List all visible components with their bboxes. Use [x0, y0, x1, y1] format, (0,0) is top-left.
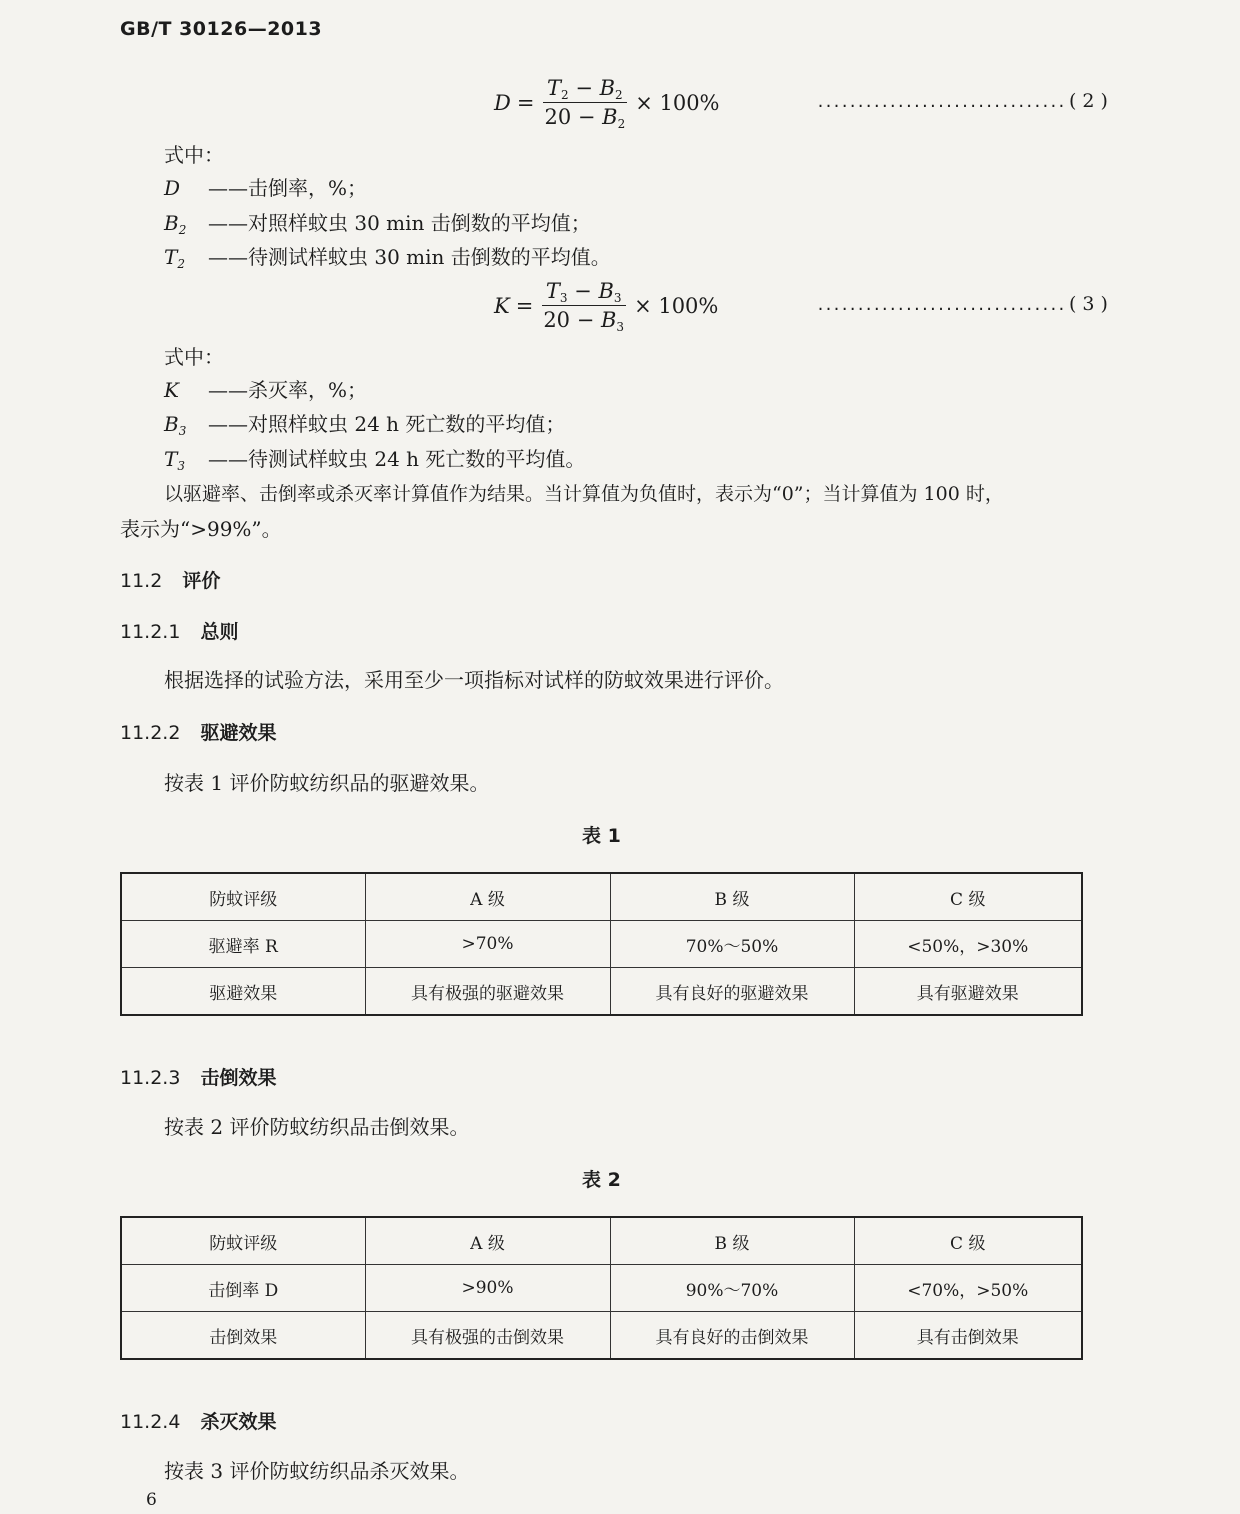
table-cell: >90%: [365, 1265, 610, 1312]
formula-3-multiplier: × 100%: [634, 293, 719, 318]
formula-2-multiplier: × 100%: [635, 90, 720, 115]
table-cell: 具有良好的驱避效果: [610, 968, 854, 1016]
formula-2-numerator: $T_2 - B_2$: [543, 76, 627, 103]
section-11-2-3-body: 按表 2 评价防蚊纺织品击倒效果。: [164, 1115, 470, 1139]
table-cell: 驱避效果: [121, 968, 365, 1016]
table-cell: 驱避率 R: [121, 921, 365, 968]
formula-2-fraction: [540, 76, 629, 129]
table-row: [121, 1312, 1082, 1360]
section-11-2-heading: 11.2 评价: [120, 570, 221, 592]
table-row: [121, 873, 1082, 921]
table-cell: C 级: [854, 1217, 1082, 1265]
section-11-2-2-body: 按表 1 评价防蚊纺织品的驱避效果。: [164, 771, 490, 795]
table-2-caption: 表 2: [582, 1169, 621, 1191]
table-cell: 防蚊评级: [121, 1217, 365, 1265]
result-paragraph-line-2: 表示为“>99%”。: [120, 517, 282, 541]
definition-b3: $B_3$ ——对照样蚊虫 24 h 死亡数的平均值；: [164, 412, 566, 438]
formula-3: [494, 279, 718, 332]
table-cell: B 级: [610, 1217, 854, 1265]
formula-2-leader: ............................... ( 2 ): [816, 90, 1108, 112]
section-11-2-1-heading: 11.2.1 总则: [120, 621, 239, 643]
table-1-repellency-grades: [120, 872, 1083, 1016]
formula-3-numerator: $T_3 - B_3$: [542, 279, 626, 306]
section-11-2-4-heading: 11.2.4 杀灭效果: [120, 1411, 277, 1433]
table-cell: 具有驱避效果: [854, 968, 1082, 1016]
table-cell: 击倒率 D: [121, 1265, 365, 1312]
table-cell: <70%，>50%: [854, 1265, 1082, 1312]
table-cell: <50%，>30%: [854, 921, 1082, 968]
definition-b2: $B_2$ ——对照样蚊虫 30 min 击倒数的平均值；: [164, 211, 591, 237]
table-cell: A 级: [365, 873, 610, 921]
table-row: [121, 1217, 1082, 1265]
table-row: [121, 921, 1082, 968]
formula-3-leader: ............................... ( 3 ): [816, 293, 1108, 315]
formula-2-lhs: D: [494, 90, 511, 115]
equals-sign: =: [515, 293, 534, 318]
table-cell: 防蚊评级: [121, 873, 365, 921]
formula-2: [494, 76, 720, 129]
table-row: [121, 1265, 1082, 1312]
table-cell: 具有击倒效果: [854, 1312, 1082, 1360]
formula-3-lhs: K: [494, 293, 510, 318]
standard-number: GB/T 30126—2013: [120, 18, 323, 40]
section-11-2-4-body: 按表 3 评价防蚊纺织品杀灭效果。: [164, 1459, 470, 1483]
formula-3-fraction: [539, 279, 628, 332]
equation-number-3: ( 3 ): [1068, 293, 1108, 315]
section-11-2-2-heading: 11.2.2 驱避效果: [120, 722, 277, 744]
result-paragraph-line-1: 以驱避率、击倒率或杀灭率计算值作为结果。当计算值为负值时，表示为“0”；当计算值为 100 时，: [164, 483, 1004, 505]
table-cell: B 级: [610, 873, 854, 921]
table-cell: C 级: [854, 873, 1082, 921]
table-row: [121, 968, 1082, 1016]
table-cell: 具有极强的驱避效果: [365, 968, 610, 1016]
table-1-caption: 表 1: [582, 825, 621, 847]
equals-sign: =: [516, 90, 535, 115]
definition-t2: $T_2$ ——待测试样蚊虫 30 min 击倒数的平均值。: [164, 245, 611, 271]
definition-d: D ——击倒率，%；: [164, 176, 368, 200]
section-11-2-1-body: 根据选择的试验方法，采用至少一项指标对试样的防蚊效果进行评价。: [164, 668, 784, 692]
table-2-knockdown-grades: [120, 1216, 1083, 1360]
where-label-2: 式中：: [164, 345, 224, 369]
section-11-2-3-heading: 11.2.3 击倒效果: [120, 1067, 277, 1089]
table-cell: 70%～50%: [610, 921, 854, 968]
where-label-1: 式中：: [164, 143, 224, 167]
table-cell: 90%～70%: [610, 1265, 854, 1312]
equation-number-2: ( 2 ): [1068, 90, 1108, 112]
table-cell: 具有极强的击倒效果: [365, 1312, 610, 1360]
definition-t3: $T_3$ ——待测试样蚊虫 24 h 死亡数的平均值。: [164, 447, 586, 473]
definition-k: K ——杀灭率，%；: [164, 378, 368, 402]
formula-3-denominator: $20 - B_3$: [543, 308, 625, 334]
table-cell: A 级: [365, 1217, 610, 1265]
formula-2-denominator: $20 - B_2$: [544, 105, 626, 131]
table-cell: 击倒效果: [121, 1312, 365, 1360]
table-cell: 具有良好的击倒效果: [610, 1312, 854, 1360]
page-number: 6: [146, 1490, 157, 1510]
table-cell: >70%: [365, 921, 610, 968]
